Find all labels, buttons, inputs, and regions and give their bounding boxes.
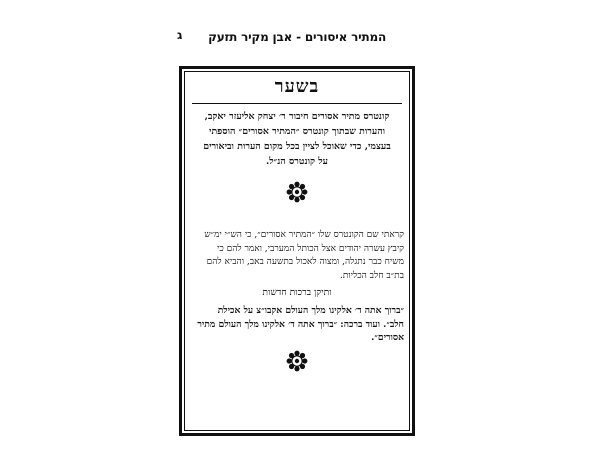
flower-ornament-icon (286, 181, 308, 203)
intro-line: בעצמי, כדי שאוכל לציין בכל מקום הערות וביאורים (203, 141, 391, 152)
heading-divider (192, 103, 402, 104)
intro-line: קונטרס מתיר אסורים חיבור ר׳ יצחק אליעזר יאקב, (204, 111, 390, 122)
blessing-line: חלב״. ועוד ברכה: ״ברוך אתה ד׳ אלקינו מלך העולם מתיר (197, 318, 404, 330)
intro-line: על קונטרס הנ״ל. (266, 156, 328, 167)
body-line: משיח כבר נתגלה, ומצוה לאכול בתשעה באב, והביא להם (206, 257, 404, 267)
body-paragraph (190, 229, 404, 283)
blessings-subheading: ותיקן ברכות חדשות (262, 287, 332, 298)
body-line: קיבץ עשרה יהודים אצל הכותל המערבי, ואמר להם כי (216, 243, 404, 254)
title-page-frame (179, 66, 415, 436)
body-line: קראתי שם הקונטרס שלו ״המתיר אסורים״, כי הש״י ימ״ש (204, 230, 404, 240)
blessing-paragraph (190, 304, 404, 345)
flower-ornament-icon (286, 350, 308, 372)
body-line: בת״ב חלב הכליות. (340, 270, 404, 281)
page-number: ג (177, 28, 183, 42)
blessing-line: אסורים״. (371, 332, 404, 343)
running-title: המתיר איסורים - אבן מקיר תזעק (208, 30, 386, 44)
frame-heading: בשער (274, 76, 320, 97)
blessing-line: ״ברוך אתה ד׳ אלקינו מלך העולם אקבו״צ על אכילת (217, 305, 404, 316)
intro-paragraph (190, 109, 404, 169)
intro-line: והערות שבתוך קונטרס ״המתיר אסורים״ הוספתי (209, 126, 385, 137)
